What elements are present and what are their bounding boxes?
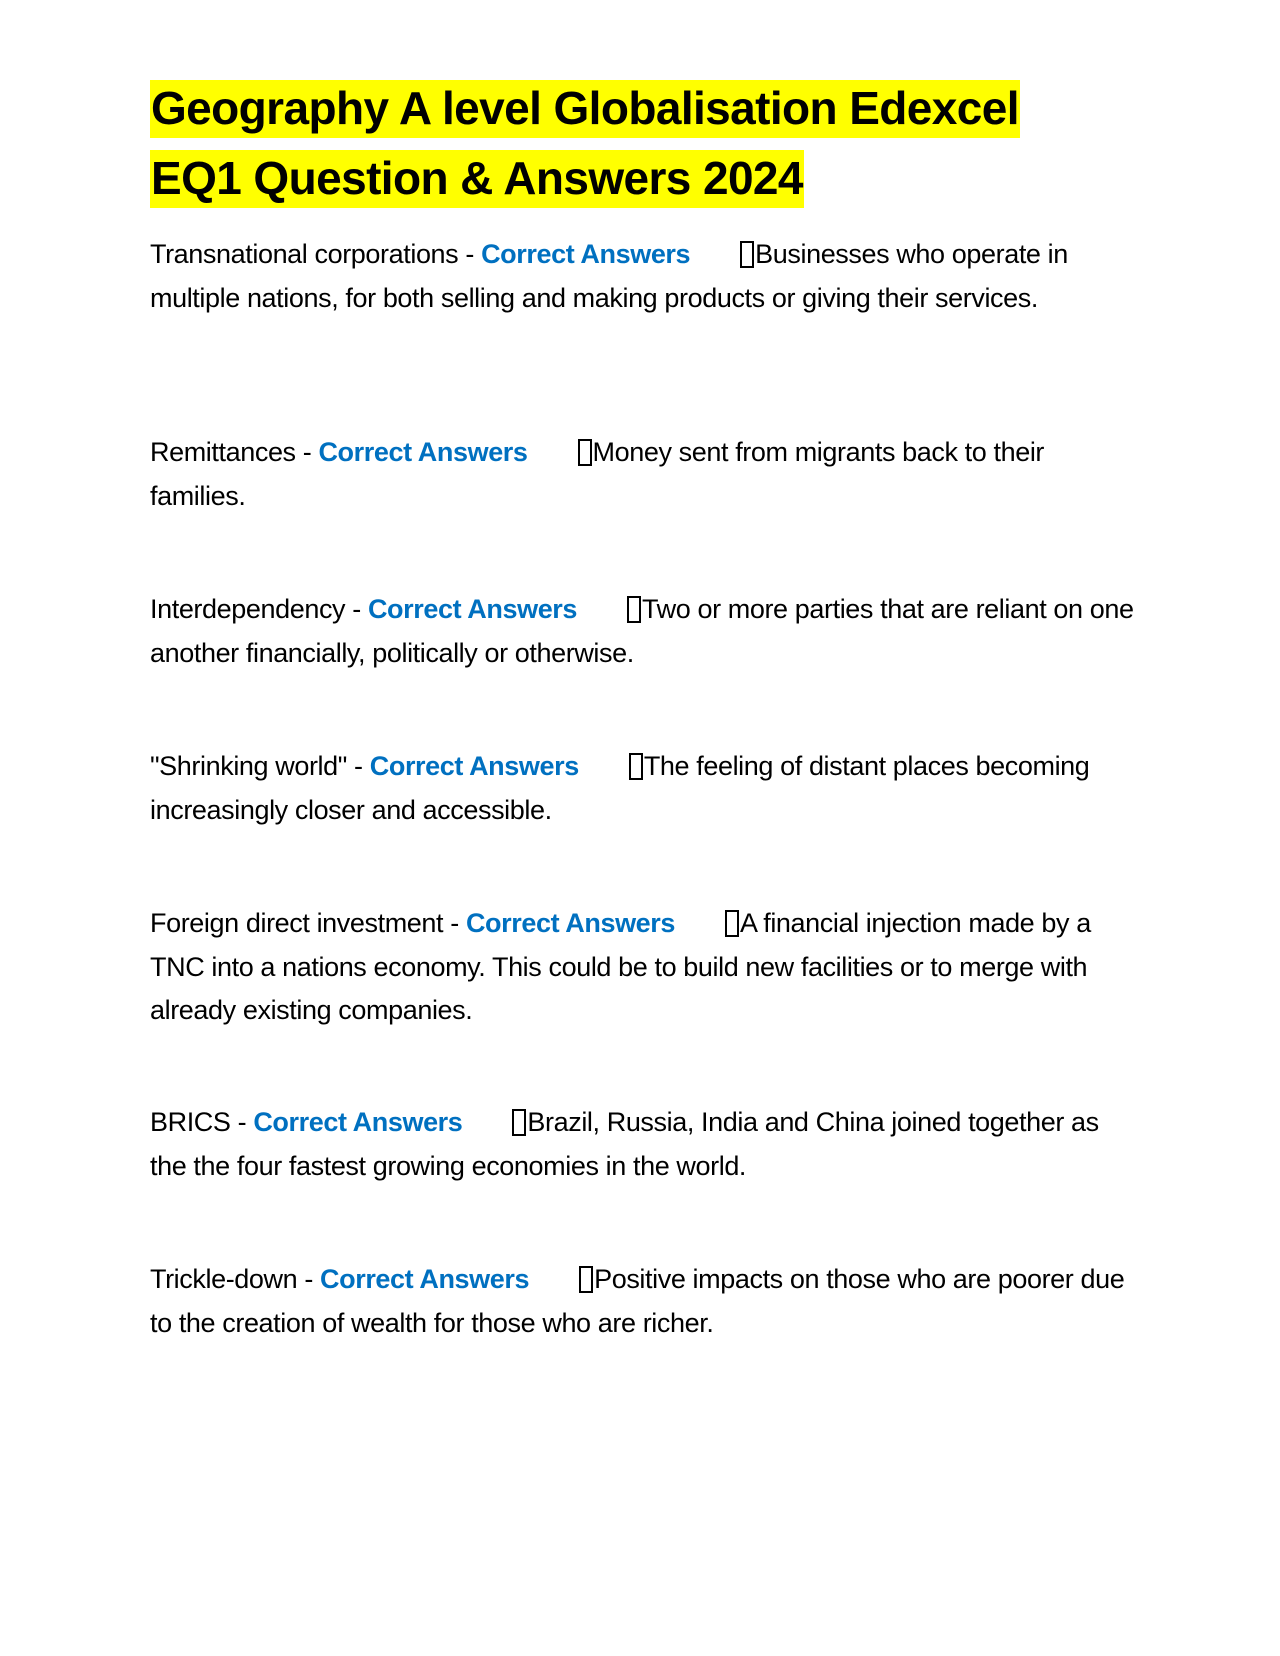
entry-term: Foreign direct investment: [150, 908, 444, 938]
title-line-2: EQ1 Question & Answers 2024: [151, 152, 803, 204]
entry-term: Interdependency: [150, 594, 346, 624]
entry-separator: -: [230, 1107, 254, 1137]
entry-term: "Shrinking world": [150, 751, 347, 781]
qa-entry: [150, 1101, 1140, 1188]
entry-answer: Positive impacts on those who are poorer due to the creation of wealth for those who are richer.: [150, 1264, 1125, 1338]
entry-separator: -: [295, 437, 319, 467]
missing-glyph-icon: [629, 753, 643, 780]
entry-answer: Two or more parties that are reliant on one another financially, politically or otherwise.: [150, 594, 1134, 668]
entry-separator: -: [297, 1264, 321, 1294]
correct-answers-label: Correct Answers: [253, 1107, 463, 1137]
missing-glyph-icon: [725, 910, 739, 937]
missing-glyph-icon: [578, 439, 592, 466]
correct-answers-label: Correct Answers: [318, 437, 528, 467]
qa-entry: [150, 902, 1140, 1033]
qa-entry: [150, 1258, 1140, 1345]
entry-answer: A financial injection made by a TNC into a nations economy. This could be to build new facilities or to merge with already existing companies.: [150, 908, 1091, 1025]
title-line-1: Geography A level Globalisation Edexcel: [151, 82, 1019, 134]
entry-term: Remittances: [150, 437, 296, 467]
entry-term: BRICS: [150, 1107, 231, 1137]
correct-answers-label: Correct Answers: [369, 751, 579, 781]
entry-separator: -: [443, 908, 466, 938]
entry-separator: -: [345, 594, 368, 624]
qa-entry: [150, 233, 1140, 320]
correct-answers-label: Correct Answers: [465, 908, 676, 938]
entry-separator: -: [346, 751, 370, 781]
entry-answer: The feeling of distant places becoming increasingly closer and accessible.: [150, 751, 1090, 825]
entry-answer: Brazil, Russia, India and China joined together as the the four fastest growing economies in the world.: [150, 1107, 1099, 1181]
missing-glyph-icon: [512, 1109, 526, 1136]
entry-separator: -: [458, 239, 482, 269]
page-title: [150, 73, 1140, 213]
correct-answers-label: Correct Answers: [481, 239, 691, 269]
missing-glyph-icon: [740, 241, 754, 268]
missing-glyph-icon: [579, 1266, 593, 1293]
entry-answer: Money sent from migrants back to their families.: [150, 437, 1045, 511]
title-highlight: [150, 80, 1020, 208]
correct-answers-label: Correct Answers: [320, 1264, 530, 1294]
qa-entry: [150, 588, 1140, 675]
entry-answer: Businesses who operate in multiple nations, for both selling and making products or giving their services.: [150, 239, 1068, 313]
correct-answers-label: Correct Answers: [367, 594, 578, 624]
entry-term: Trickle-down: [150, 1264, 298, 1294]
qa-entry: [150, 431, 1140, 518]
qa-entry: [150, 745, 1140, 832]
missing-glyph-icon: [627, 596, 641, 623]
entry-term: Transnational corporations: [150, 239, 459, 269]
